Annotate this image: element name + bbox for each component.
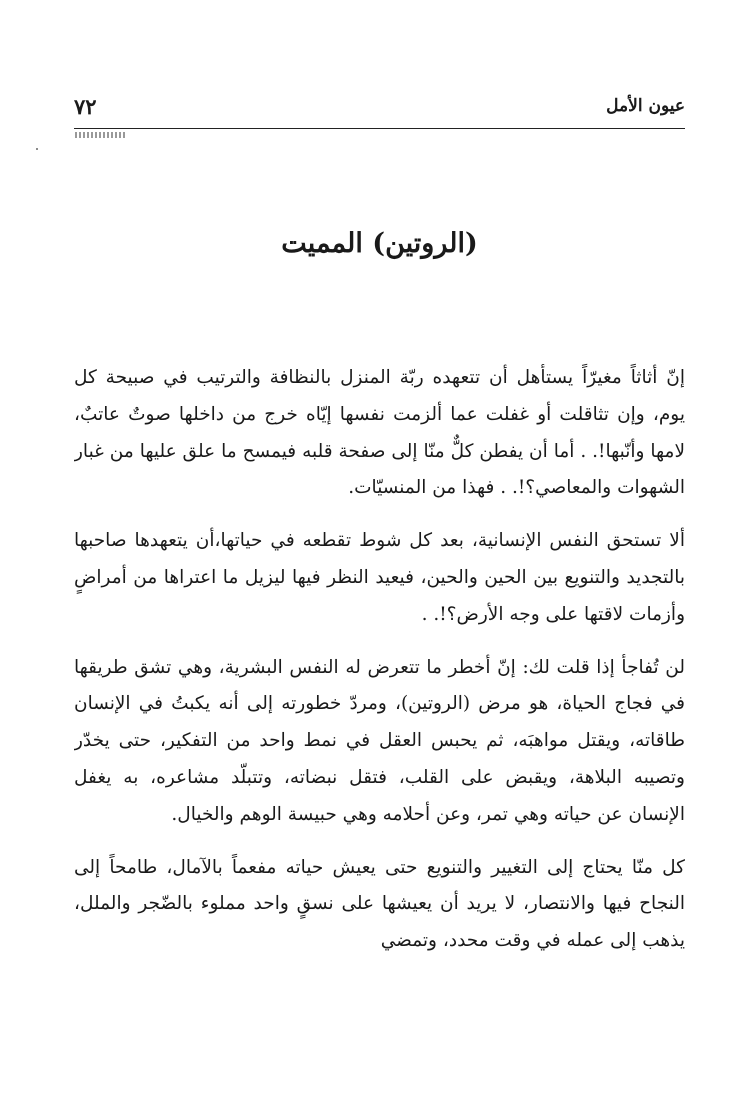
margin-mark bbox=[36, 148, 38, 150]
paragraph-4: كل منّا يحتاج إلى التغيير والتنويع حتى يعيش حياته مفعماً بالآمال، طامحاً إلى النجاح فيها والانتصار، لا يريد أن يعيشها على نسقٍ واحد مملوء بالضّجر والملل، يذهب إلى عمله في وقت محدد، وتمضي bbox=[74, 856, 685, 952]
body-text bbox=[74, 360, 685, 1060]
header-rule bbox=[74, 128, 685, 129]
page-number: ٧٢ bbox=[74, 94, 97, 119]
paragraph-3: لن تُفاجأ إذا قلت لك: إنّ أخطر ما تتعرض له النفس البشرية، وهي تشق طريقها في فجاج الحياة، هو مرض (الروتين)، ومردّ خطورته إلى أنه يكبتُ في الإنسان طاقاته، ويقتل مواهبَه، ثم يحبس العقل في نمط واحد من التفكير، حتى يخدّر وتصيبه البلاهة، ويقبض على القلب، فتقل نبضاته، وتتبلّد مشاعره، به يغفل الإنسان عن حياته وهي تمر، وعن أحلامه وهي حبيسة الوهم والخيال. bbox=[74, 656, 685, 825]
running-title: عيون الأمل bbox=[606, 96, 685, 116]
paragraph-2: ألا تستحق النفس الإنسانية، بعد كل شوط تقطعه في حياتها،أن يتعهدها صاحبها بالتجديد والتنويع بين الحين والحين، فيعيد النظر فيها ليزيل ما اعتراها من أمراضٍ وأزمات لاقتها على وجه الأرض؟!. . bbox=[74, 530, 685, 625]
paragraph-1: إنّ أثاثاً مغيرّاً يستأهل أن تتعهده ربّة المنزل بالنظافة والترتيب في صبيحة كل يوم، وإن تثاقلت أو غفلت عما ألزمت نفسها إيّاه خرج من داخلها صوتٌ عاتبٌ، لامها وأنّبها!. . أما أن يفطن كلٌّ منّا إلى صفحة قلبه فيمسح ما علق عليها من غبار الشهوات والمعاصي؟!. . فهذا من المنسيّات. bbox=[74, 367, 685, 499]
chapter-title: (الروتين) المميت bbox=[281, 228, 478, 259]
header-ornament bbox=[75, 132, 125, 138]
page-header bbox=[74, 94, 685, 122]
